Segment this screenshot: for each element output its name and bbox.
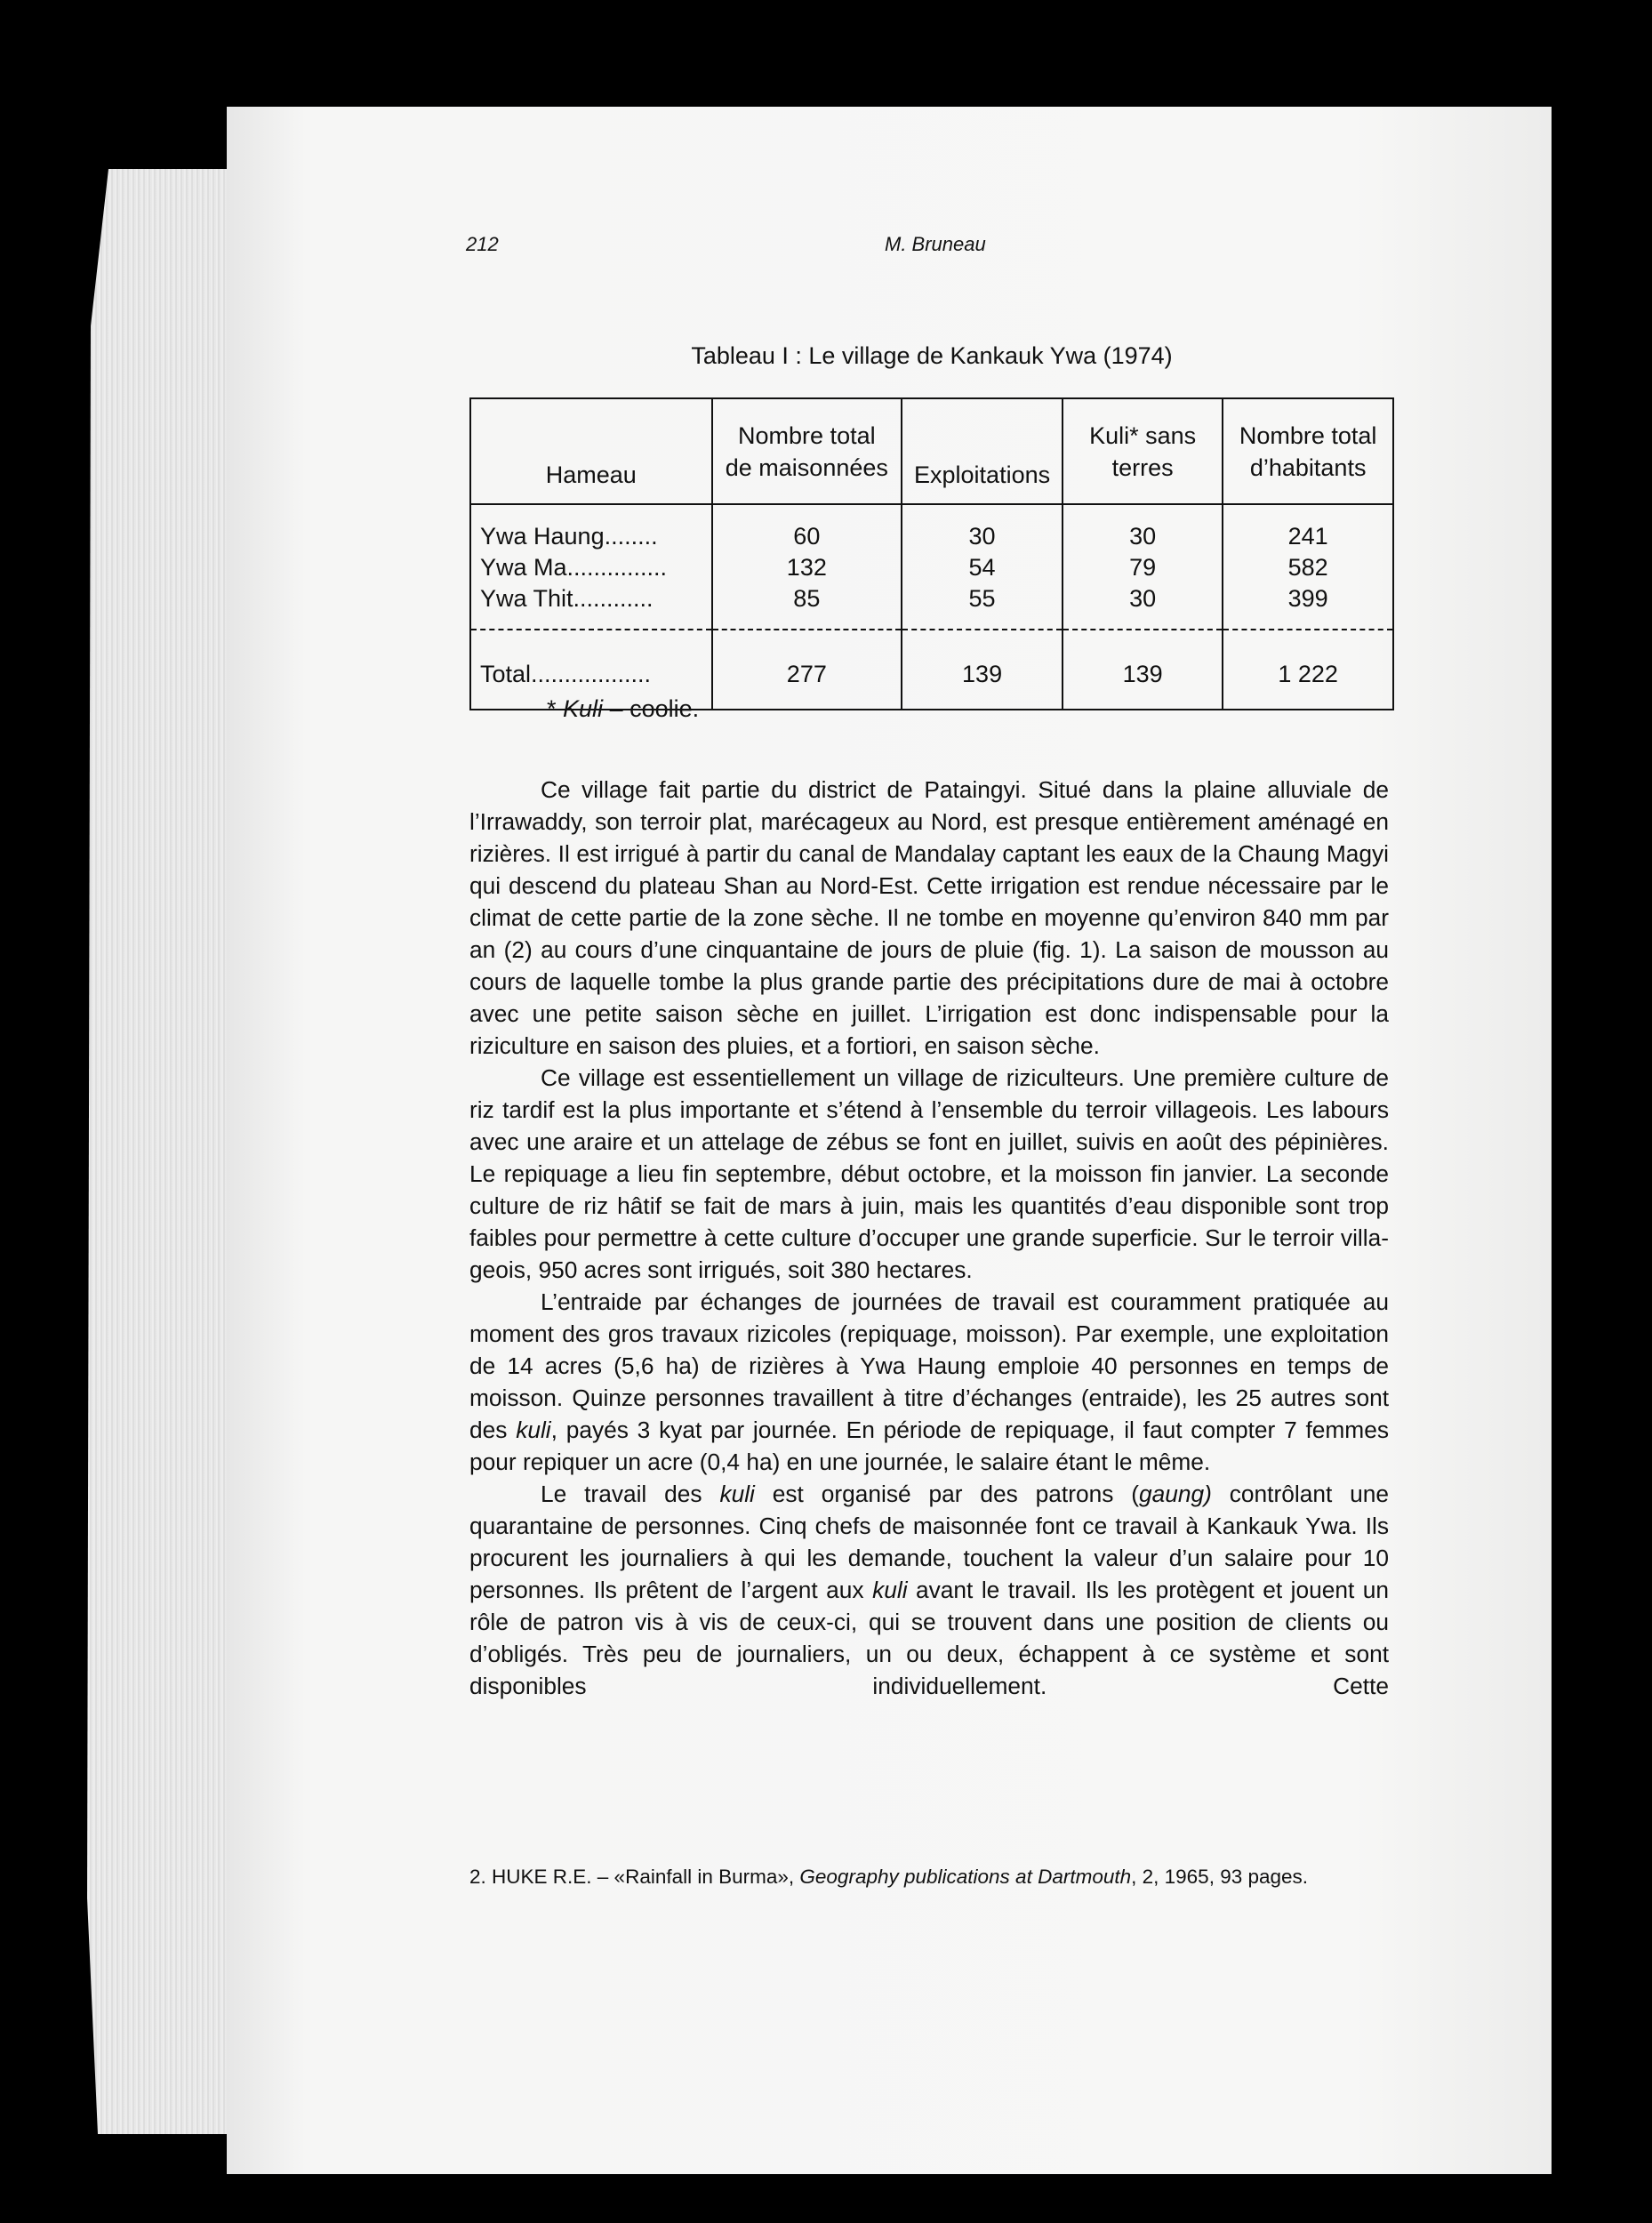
paragraph: Le travail des kuli est organisé par des patrons (gaung) contrôlant une quarantaine de personnes. Cinq chefs de maisonnée font ce travail à Kankauk Ywa. Ils procurent les journaliers à qui les demande, touchent la valeur d’un salaire pour 10 personnes. Ils prêtent de l’argent aux kuli avant le travail. Ils les protègent et jouent un rôle de patron vis à vis de ceux-ci, qui se trouvent dans une position de clients ou d’obligés. Très peu de journaliers, un ou deux, échappent à ce système et sont disponibles individuellement. Cette (469, 1481, 1390, 1699)
table-header-row (470, 398, 1393, 504)
table-row (470, 583, 1393, 630)
row-kuli: 30 (1063, 504, 1223, 552)
header-habitants: Nombre total d’habitants (1223, 398, 1393, 504)
header-exploitations: Exploitations (902, 398, 1063, 504)
paragraph: L’entraide par échanges de journées de travail est couramment pratiquée au moment des gros travaux rizicoles (repiquage, moisson). Par exemple, une exploitation de 14 acres (5,6 ha) de rizières à Ywa Haung emploie 40 personnes en temps de moisson. Quinze personnes travaillent à titre d’échanges (entraide), les 25 autres sont des kuli, payés 3 kyat par journée. En période de repiquage, il faut compter 7 femmes pour repiquer un acre (0,4 ha) en une journée, le salaire étant le même. (469, 1288, 1389, 1475)
row-kuli: 79 (1063, 552, 1223, 583)
table-row (470, 504, 1393, 552)
table-row (470, 552, 1393, 583)
total-exploitations: 139 (902, 630, 1063, 710)
paragraph: Ce village est essentiellement un village de riziculteurs. Une première culture de riz tardif est la plus importante et s’étend à l’ensemble du terroir villageois. Les labours avec une araire et un attelage de zébus se font en juillet, suivis en août des pépinières. Le repiquage a lieu fin septembre, début octobre, et la moisson fin janvier. La seconde culture de riz hâtif se fait de mars à juin, mais les quantités d’eau disponible sont trop faibles pour permettre à cette culture d’occuper une grande superficie. Sur le terroir villageois, 950 acres sont irrigués, soit 380 hectares. (469, 1064, 1389, 1283)
header-maisonnees: Nombre total de maisonnées (712, 398, 902, 504)
row-hameau: Ywa Haung........ (470, 504, 712, 552)
row-exploitations: 30 (902, 504, 1063, 552)
row-maisonnees: 85 (712, 583, 902, 630)
total-kuli: 139 (1063, 630, 1223, 710)
village-table (469, 397, 1394, 710)
footnote-reference: 2. HUKE R.E. – «Rainfall in Burma», Geography publications at Dartmouth, 2, 1965, 93 pages. (469, 1866, 1309, 1888)
page-number: 212 (466, 233, 499, 255)
row-maisonnees: 60 (712, 504, 902, 552)
paragraph: Ce village fait partie du district de Pataingyi. Situé dans la plaine alluviale de l’Irrawaddy, son terroir plat, marécageux au Nord, est presque entièrement aménagé en rizières. Il est irrigué à partir du canal de Mandalay captant les eaux de la Chaung Magyi qui descend du plateau Shan au Nord-Est. Cette irrigation est rendue nécessaire par le climat de cette partie de la zone sèche. Il ne tombe en moyenne qu’environ 840 mm par an (2) au cours d’une cinquantaine de jours de pluie (fig. 1). La saison de mousson au cours de laquelle tombe la plus grande partie des précipitations dure de mai à octobre avec une petite saison sèche en juillet. L’irrigation est donc indispensable pour la riziculture en saison des pluies, et a fortiori, en saison sèche. (469, 776, 1389, 1059)
table-footnote: * Kuli – coolie. (547, 695, 700, 722)
running-author: M. Bruneau (885, 233, 986, 255)
row-maisonnees: 132 (712, 552, 902, 583)
row-exploitations: 54 (902, 552, 1063, 583)
row-exploitations: 55 (902, 583, 1063, 630)
table-title: Tableau I : Le village de Kankauk Ywa (1974) (691, 342, 1173, 369)
row-habitants: 399 (1223, 583, 1393, 630)
row-habitants: 582 (1223, 552, 1393, 583)
row-hameau: Ywa Ma............... (470, 552, 712, 583)
total-maisonnees: 277 (712, 630, 902, 710)
header-hameau: Hameau (470, 398, 712, 504)
body-text (469, 774, 1389, 1702)
row-kuli: 30 (1063, 583, 1223, 630)
row-habitants: 241 (1223, 504, 1393, 552)
row-hameau: Ywa Thit............ (470, 583, 712, 630)
total-habitants: 1 222 (1223, 630, 1393, 710)
running-head (0, 233, 1652, 269)
header-kuli: Kuli* sans terres (1063, 398, 1223, 504)
total-label: Total.................. (470, 630, 712, 710)
